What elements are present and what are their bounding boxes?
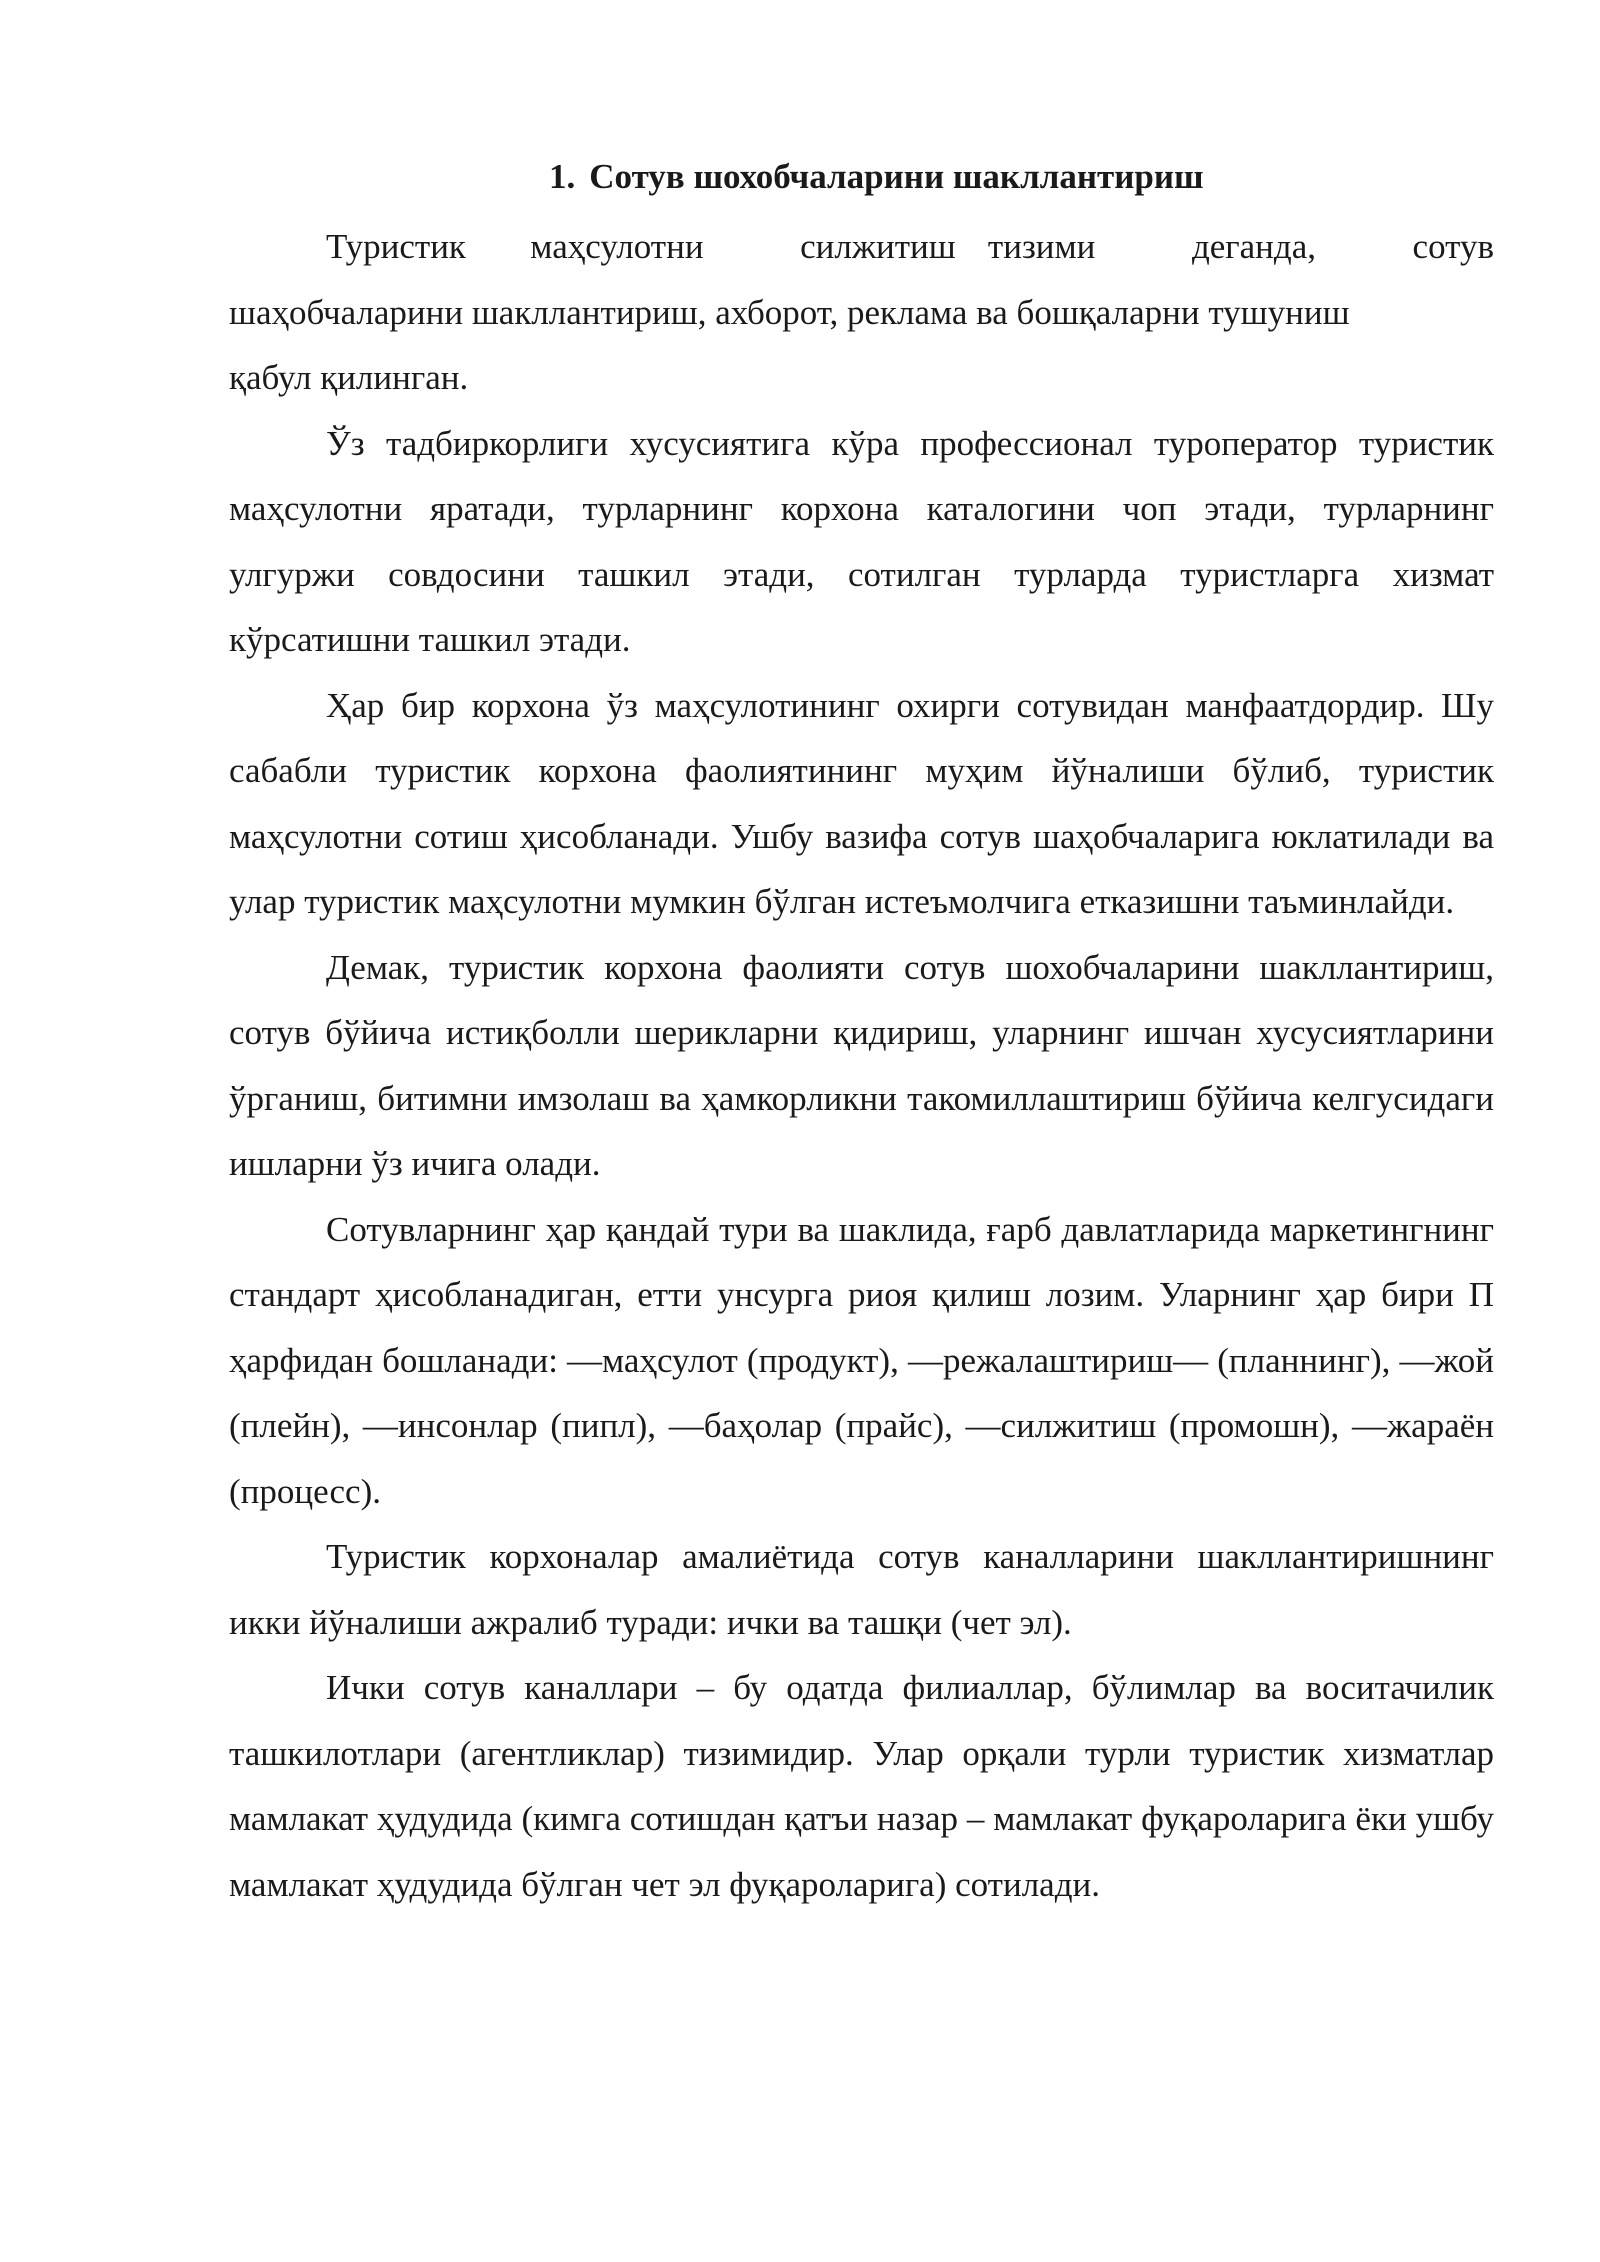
paragraph-1 bbox=[229, 214, 1494, 411]
paragraph-1-line-1: Туристик маҳсулотни силжитиш тизими деганда, сотув bbox=[326, 227, 1494, 266]
paragraph-4: Демак, туристик корхона фаолияти сотув шохобчаларини шакллантириш, сотув бўйича истиқболли шерикларни қидириш, уларнинг ишчан хусусиятларини ўрганиш, битимни имзолаш ва ҳамкорликни такомиллаштириш бўйича келгусидаги ишларни ўз ичига олади. bbox=[229, 947, 1494, 1183]
paragraph-2: Ўз тадбиркорлиги хусусиятига кўра профессионал туроператор туристик маҳсулотни яратади, турларнинг корхона каталогини чоп этади, турларнинг улгуржи совдосини ташкил этади, сотилган турларда туристларга хизмат кўрсатишни ташкил этади. bbox=[229, 423, 1494, 659]
paragraph-1-line-2: шаҳобчаларини шакллантириш, ахборот, реклама ва бошқаларни тушуниш bbox=[229, 292, 1350, 332]
paragraph-1-line-3: қабул қилинган. bbox=[229, 358, 469, 397]
section-heading bbox=[229, 150, 1494, 204]
document-page bbox=[229, 150, 1494, 1917]
paragraph-7: Ички сотув каналлари – бу одатда филиаллар, бўлимлар ва воситачилик ташкилотлари (агентликлар) тизимидир. Улар орқали турли туристик хизматлар мамлакат ҳудудида (кимга сотишдан қатъи назар – мамлакат фуқароларига ёки ушбу мамлакат ҳудудида бўлган чет эл фуқароларига) сотилади. bbox=[229, 1668, 1494, 1904]
paragraph-5: Сотувларнинг ҳар қандай тури ва шаклида, ғарб давлатларида маркетингнинг стандарт ҳисобланадиган, етти унсурга риоя қилиш лозим. Уларнинг ҳар бири П ҳарфидан бошланади: ―маҳсулот (продукт), ―режалаштириш― (планнинг), ―жой (плейн), ―инсонлар (пипл), ―баҳолар (прайс), ―силжитиш (промошн), ―жараён (процесс). bbox=[229, 1209, 1494, 1511]
paragraph-6: Туристик корхоналар амалиётида сотув каналларини шакллантиришнинг икки йўналиши ажралиб туради: ички ва ташқи (чет эл). bbox=[229, 1537, 1494, 1642]
paragraph-3: Ҳар бир корхона ўз маҳсулотининг охирги сотувидан манфаатдордир. Шу сабабли туристик корхона фаолиятининг муҳим йўналиши бўлиб, туристик маҳсулотни сотиш ҳисобланади. Ушбу вазифа сотув шаҳобчаларига юклатилади ва улар туристик маҳсулотни мумкин бўлган истеъмолчига етказишни таъминлайди. bbox=[229, 685, 1494, 921]
section-title: Сотув шохобчаларини шакллантириш bbox=[589, 157, 1204, 196]
section-number: 1. bbox=[549, 157, 576, 196]
